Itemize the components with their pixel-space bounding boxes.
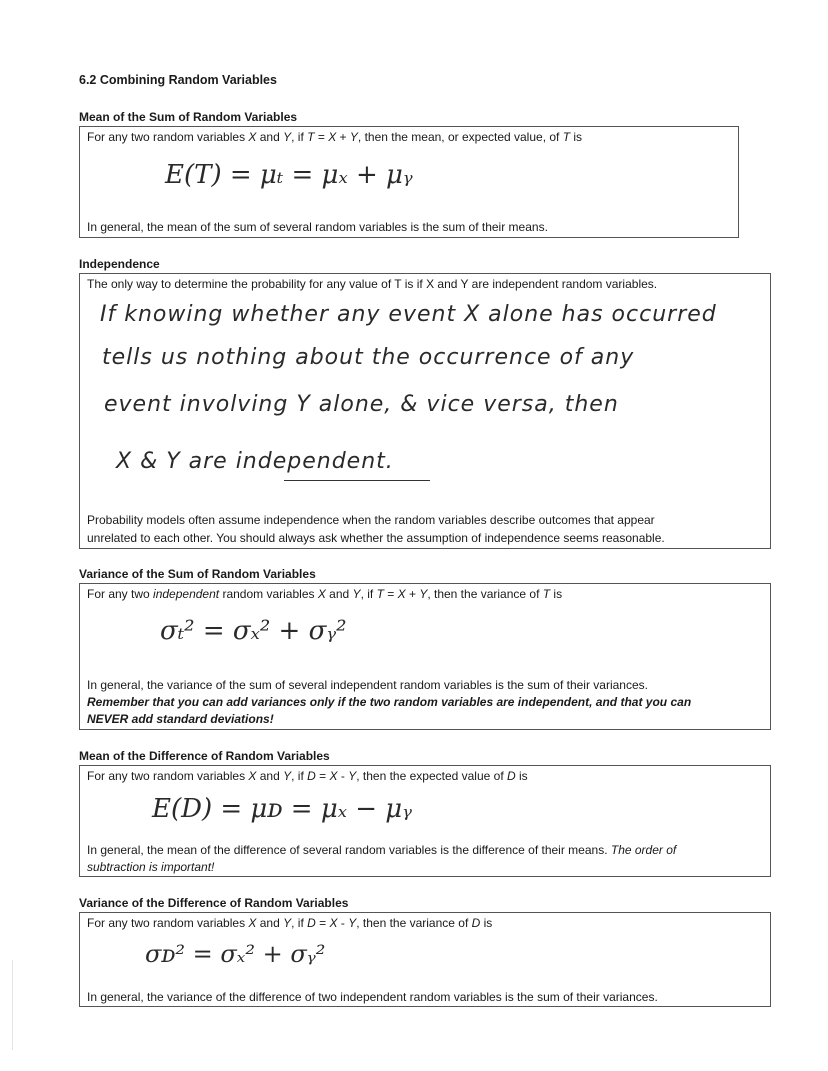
variance-sum-general: In general, the variance of the sum of several independent random variables is the sum of their variances. xyxy=(87,678,648,692)
mean-diff-general-line-1: In general, the mean of the difference of several random variables is the difference of their means. The order of xyxy=(87,843,677,857)
variance-diff-intro: For any two random variables X and Y, if D = X - Y, then the variance of D is xyxy=(87,916,493,930)
mean-sum-intro: For any two random variables X and Y, if T = X + Y, then the mean, or expected value, of T is xyxy=(87,130,583,144)
independent-underline xyxy=(284,480,430,481)
variance-sum-warning-line-2: NEVER add standard deviations! xyxy=(87,712,274,726)
variance-sum-heading: Variance of the Sum of Random Variables xyxy=(79,567,316,581)
independence-note-line-2: unrelated to each other. You should always ask whether the assumption of independence seems reasonable. xyxy=(87,531,665,545)
mean-diff-heading: Mean of the Difference of Random Variables xyxy=(79,749,330,763)
mean-sum-general: In general, the mean of the sum of several random variables is the sum of their means. xyxy=(87,220,548,234)
independence-note-line-1: Probability models often assume independence when the random variables describe outcomes that appear xyxy=(87,513,655,527)
variance-sum-formula: σₜ² = σₓ² + σᵧ² xyxy=(160,616,347,646)
mean-diff-general-line-2: subtraction is important! xyxy=(87,860,215,874)
independence-handwritten-line-3: event involving Y alone, & vice versa, then xyxy=(104,392,619,417)
independence-handwritten-line-4: X & Y are independent. xyxy=(116,449,394,474)
page-title: 6.2 Combining Random Variables xyxy=(79,73,277,87)
variance-sum-warning-line-1: Remember that you can add variances only if the two random variables are independent, and that you can xyxy=(87,695,692,709)
mean-sum-formula: E(T) = μₜ = μₓ + μᵧ xyxy=(165,160,413,190)
independence-heading: Independence xyxy=(79,257,160,271)
mean-sum-heading: Mean of the Sum of Random Variables xyxy=(79,110,298,124)
independence-intro: The only way to determine the probability for any value of T is if X and Y are independent random variables. xyxy=(87,277,658,291)
variance-diff-general: In general, the variance of the difference of two independent random variables is the sum of their variances. xyxy=(87,990,658,1004)
mean-diff-intro: For any two random variables X and Y, if D = X - Y, then the expected value of D is xyxy=(87,769,528,783)
variance-sum-intro: For any two independent random variables X and Y, if T = X + Y, then the variance of T is xyxy=(87,587,563,601)
mean-diff-formula: E(D) = μᴅ = μₓ − μᵧ xyxy=(152,794,412,824)
variance-diff-formula: σᴅ² = σₓ² + σᵧ² xyxy=(145,940,326,968)
independence-handwritten-line-1: If knowing whether any event X alone has occurred xyxy=(100,302,717,327)
margin-rule xyxy=(12,960,13,1050)
variance-diff-heading: Variance of the Difference of Random Variables xyxy=(79,896,349,910)
independence-handwritten-line-2: tells us nothing about the occurrence of any xyxy=(102,345,635,370)
